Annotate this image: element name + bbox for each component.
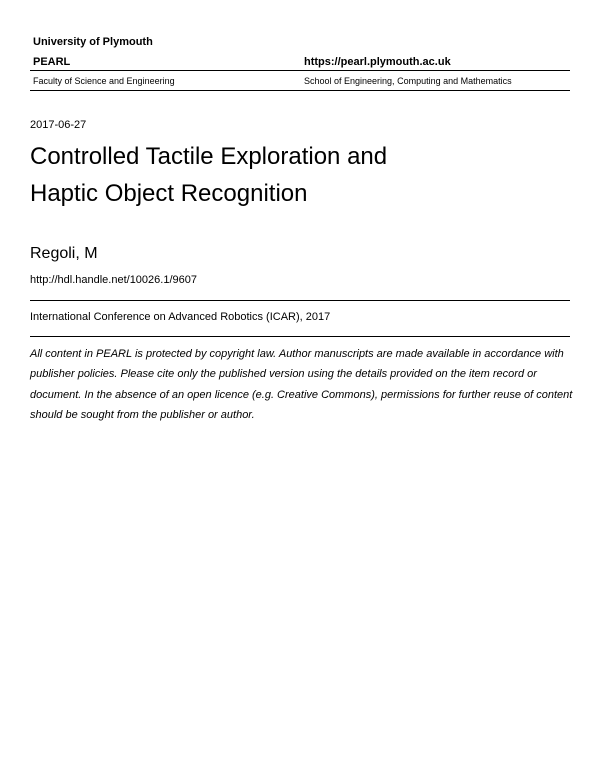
- record-divider: [30, 300, 570, 301]
- copyright-notice-line: All content in PEARL is protected by copyright law. Author manuscripts are made available in accordance with: [30, 348, 564, 360]
- copyright-notice-line: publisher policies. Please cite only the published version using the details provided on the item record or: [30, 368, 537, 381]
- header-bottom-divider: [30, 90, 570, 91]
- handle-link[interactable]: http://hdl.handle.net/10026.1/9607: [30, 274, 197, 286]
- repository-url: https://pearl.plymouth.ac.uk: [304, 56, 451, 68]
- copyright-notice-line: document. In the absence of an open licence (e.g. Creative Commons), permissions for further reuse of content: [30, 388, 573, 401]
- faculty-name: Faculty of Science and Engineering: [33, 76, 175, 86]
- copyright-notice-line: should be sought from the publisher or author.: [30, 408, 255, 421]
- institution-name: University of Plymouth: [33, 36, 153, 48]
- conference-citation: International Conference on Advanced Robotics (ICAR), 2017: [30, 311, 331, 323]
- author: Regoli, M: [30, 245, 98, 262]
- header-divider: [30, 70, 570, 71]
- title-line-2: Haptic Object Recognition: [30, 180, 308, 207]
- citation-divider: [30, 336, 570, 337]
- copyright-notice: [30, 344, 573, 425]
- title-line-1: Controlled Tactile Exploration and: [30, 143, 388, 170]
- publication-date: 2017-06-27: [30, 119, 87, 131]
- repository-name: PEARL: [33, 56, 71, 68]
- school-name: School of Engineering, Computing and Mathematics: [304, 76, 512, 86]
